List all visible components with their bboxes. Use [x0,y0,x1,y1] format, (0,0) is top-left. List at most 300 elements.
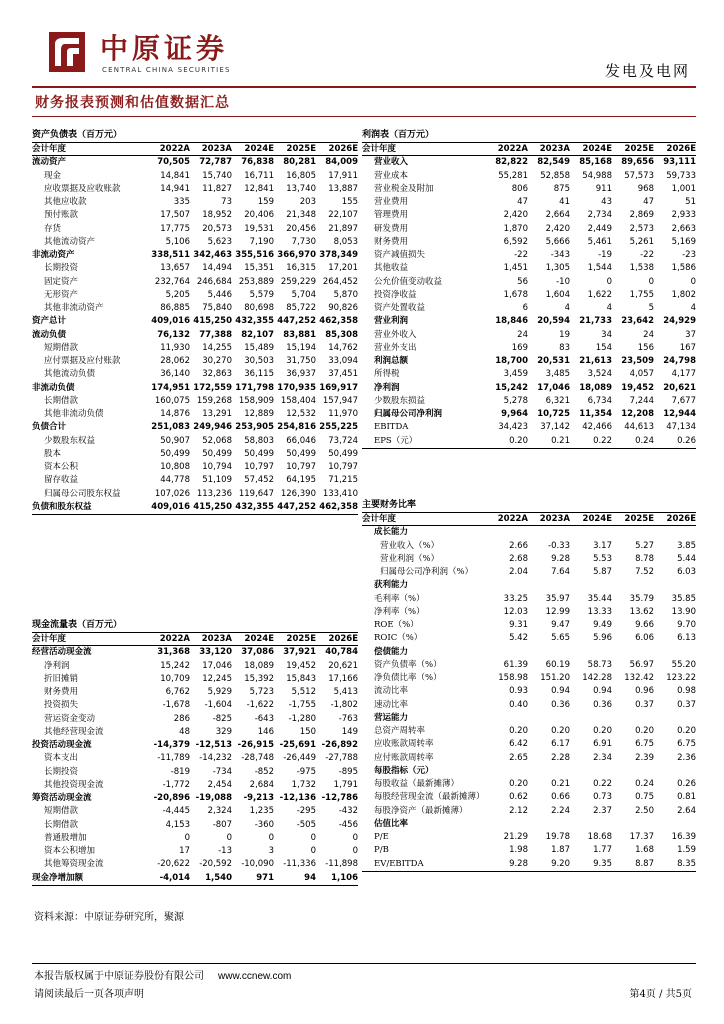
cell-value: 12,889 [244,409,274,419]
cell-value: -1,678 [162,700,190,711]
cell-value: 2,420 [545,223,570,234]
cell-value [654,579,696,592]
table-row [32,858,358,871]
cell-value: 1,235 [249,806,274,817]
cell-value: 2.34 [593,752,612,763]
cell-value: 56.97 [629,659,654,670]
cell-value: 35.79 [629,593,654,604]
cell-value: 264,452 [322,276,358,287]
cell-value: 15,351 [244,263,274,274]
table-row [362,196,696,209]
cell-value: 50,907 [160,435,190,446]
cell-value: 18,089 [244,660,274,671]
row-label: 资产总计 [32,316,67,327]
table-row [362,844,696,857]
cell-value: 14,255 [202,342,232,353]
table-row [362,540,696,553]
cell-value: -28,748 [241,753,274,764]
cell-value: 18,952 [202,210,232,221]
cell-value: 66,046 [286,435,316,446]
cell-value: 20,621 [663,382,696,393]
row-label: 固定资产 [44,276,79,287]
table-row [362,606,696,619]
cell-value: 47 [643,197,654,207]
cell-value: 1,540 [205,872,232,883]
cell-value: 113,236 [196,488,232,499]
table-row [362,329,696,342]
cell-value: 17.37 [629,832,654,842]
cell-value: 1,538 [629,263,654,274]
cell-value: 911 [595,183,612,194]
cell-value: -19 [598,250,612,260]
table-row [32,355,358,368]
row-label: 应收票据及应收账款 [44,183,121,194]
cell-value: 1.98 [509,845,528,856]
cell-value: 0.62 [509,792,528,803]
cell-value: 415,250 [193,316,232,327]
cell-value: 85,722 [286,303,316,313]
header-year: 2023A [201,634,232,645]
cell-value [528,765,570,778]
cell-value: 71,215 [328,475,358,486]
footer-url-link[interactable]: www.ccnew.com [218,971,292,982]
table-row [362,831,696,844]
cell-value: 5,413 [333,687,358,697]
cell-value: 0.40 [509,699,528,710]
cell-value: 37,921 [283,647,316,658]
cell-value: 5.96 [593,633,612,644]
cell-value: 37 [685,329,696,340]
cell-value: 126,390 [280,488,316,499]
table-row [362,382,696,395]
cell-value: 5,666 [545,236,570,247]
cell-value: 15,242 [495,382,528,393]
row-label: 获利能力 [374,580,409,591]
cell-value: 18.68 [587,832,612,842]
cell-value: 5,446 [207,289,232,300]
cell-value: 0.26 [677,435,696,446]
cell-value: 57,573 [624,170,654,181]
row-label: 总资产周转率 [374,726,426,736]
row-label: 少数股东权益 [44,435,96,446]
table-header-row [362,512,696,526]
company-logo-icon [49,32,85,72]
table-row [32,236,358,249]
cell-value: -19,088 [195,793,232,803]
cell-value: -763 [338,713,358,724]
cell-value [486,818,528,831]
cell-value: 20,531 [537,356,570,366]
cell-value: 159 [257,197,274,207]
table-row [362,526,696,539]
row-label: 净利润 [44,660,70,671]
cell-value: 4,177 [671,369,696,380]
cell-value: 5,512 [291,687,316,697]
cell-value: 58.73 [587,659,612,670]
cell-value: -807 [212,819,232,830]
cell-value: 0.20 [509,726,528,736]
cell-value: 21,733 [579,316,612,327]
cell-value: 6,592 [503,236,528,247]
cell-value: 119,647 [238,488,274,499]
cell-value: -25,691 [279,740,316,750]
table-row [32,382,358,395]
cell-value: -643 [254,713,274,724]
cell-value: 17 [179,846,190,856]
row-label: 现金净增加额 [32,872,84,883]
cell-value: -11,336 [283,859,316,870]
cell-value [528,818,570,831]
row-label: 归属母公司股东权益 [44,488,121,499]
header-year: 2024E [582,514,612,525]
row-label: 每股指标（元） [374,765,434,776]
cell-value [612,526,654,539]
cell-value: 149 [341,726,358,737]
cell-value [654,818,696,831]
row-label: ROIC（%） [374,633,423,644]
header-year: 2024E [582,144,612,155]
cell-value: 2,663 [671,223,696,234]
cell-value [570,646,612,659]
cell-value [528,526,570,539]
row-label: 毛利率（%） [374,593,425,604]
cell-value: -1,772 [162,779,190,790]
cell-value: 36,937 [286,369,316,380]
cell-value: 342,463 [193,250,232,260]
cell-value: 13,887 [328,183,358,194]
cell-value: 5.42 [509,633,528,644]
row-label: 营业收入（%） [380,540,440,551]
cell-value: 21,897 [328,223,358,234]
cell-value: 10,797 [286,462,316,472]
cell-value: 3.17 [593,540,612,551]
row-label: 资产负债率（%） [374,659,442,670]
cell-value: 22,107 [328,210,358,221]
cell-value: 44,778 [160,475,190,486]
table-row [362,765,696,778]
cell-value: -10 [556,276,570,287]
cell-value: 0.37 [635,699,654,710]
cell-value [528,646,570,659]
cell-value: 17,046 [202,660,232,671]
table-row [362,738,696,751]
table-row [362,646,696,659]
row-label: 其他流动负债 [44,369,96,380]
cell-value: 2.66 [509,540,528,551]
cell-value [570,818,612,831]
row-label: 资本支出 [44,753,79,764]
cell-value: 6,734 [587,395,612,406]
cell-value: 12,208 [621,409,654,419]
cell-value: 76,132 [157,329,190,340]
cell-value: 21,613 [579,356,612,366]
cell-value: 24 [517,329,528,340]
cell-value: 1,791 [333,779,358,790]
cell-value: 31,750 [286,356,316,366]
row-label: P/B [374,845,389,856]
cell-value: 2.50 [635,805,654,816]
cell-value: 73,724 [328,435,358,446]
row-label: 资本公积 [44,462,79,472]
cell-value: 0 [606,276,612,287]
cell-value: 0.66 [551,792,570,803]
row-label: 其他流动资产 [44,236,96,247]
table-row [32,792,358,805]
cell-value: 13,291 [202,409,232,419]
cell-value: 5,461 [587,236,612,247]
cell-value: 6 [522,303,528,313]
table-row [362,685,696,698]
cell-value: 2,684 [249,779,274,790]
table-row [362,368,696,381]
row-label: EPS（元） [374,435,418,446]
table-row [362,408,696,421]
cell-value [528,579,570,592]
cell-value: 0.20 [677,726,696,736]
row-label: 折旧摊销 [44,673,79,684]
cell-value: 76,838 [241,157,274,168]
cell-value: 8.78 [635,553,654,564]
cell-value [570,712,612,725]
cell-value: 6.13 [677,633,696,644]
cell-value: 7.64 [551,567,570,577]
cell-value: 1,106 [331,872,358,883]
cell-value: 85,308 [325,329,358,340]
cell-value: 0 [310,846,316,856]
balance-sheet-table [32,129,358,515]
cell-value: 0.20 [593,726,612,736]
cell-value: 255,225 [319,422,358,433]
row-label: 其他经营现金流 [44,726,104,737]
page-number: 第4页 / 共5页 [629,989,692,1000]
cell-value [654,765,696,778]
section-divider [32,116,696,117]
table-row [32,872,358,886]
row-label: 预付账款 [44,210,79,221]
cell-value: 15,242 [160,660,190,671]
cell-value: 9,964 [501,409,528,419]
cell-value: -23 [682,250,696,260]
row-label: 流动比率 [374,686,409,697]
table-row [32,408,358,421]
cell-value: 16,315 [286,263,316,274]
cell-value: 19.78 [545,832,570,842]
row-label: 利润总额 [374,356,409,366]
cell-value: 80,698 [244,303,274,313]
cell-value: 159,268 [196,395,232,406]
cell-value: 21.29 [503,832,528,842]
cell-value: 329 [215,726,232,737]
table-row [32,752,358,765]
cell-value: 0 [184,832,190,843]
row-label: 净利润 [374,382,400,393]
cell-value: 60.19 [545,659,570,670]
cell-value: -26,449 [283,753,316,764]
cell-value: 20,406 [244,210,274,221]
table-row [32,845,358,858]
cell-value [570,526,612,539]
cell-value: 23,642 [621,316,654,327]
cell-value: 232,764 [154,276,190,287]
cell-value: 19,452 [286,660,316,671]
cell-value: 15,392 [244,673,274,684]
cell-value: 366,970 [277,250,316,260]
table-row [32,726,358,739]
table-header-row [362,142,696,156]
cell-value: 2,869 [629,210,654,221]
table-row [362,672,696,685]
cell-value: 1.77 [593,845,612,856]
cell-value: 31,368 [157,647,190,658]
row-label: 净负债比率（%） [374,673,442,683]
cell-value: 37,142 [540,422,570,433]
table-row [32,819,358,832]
cell-value: 6,762 [165,687,190,697]
logo-chinese-name: 中原证券 [100,32,229,65]
cell-value: 36,140 [160,369,190,380]
table-row [32,329,358,342]
cell-value: 6.75 [677,739,696,750]
cell-value [486,526,528,539]
cell-value: 85,168 [579,157,612,168]
cell-value: -14,232 [199,753,232,764]
cell-value: 55,281 [498,170,528,181]
row-label: 非流动负债 [32,382,75,393]
row-label: 投资净收益 [374,289,417,300]
cell-value: 37,086 [241,647,274,658]
cell-value: 2,454 [207,779,232,790]
table-row [362,223,696,236]
cell-value: 169,917 [319,382,358,393]
row-label: 营业成本 [374,170,409,181]
cell-value: 2,664 [545,210,570,221]
table-row [362,435,696,449]
cell-value: 16,711 [244,170,274,181]
cell-value: 409,016 [151,316,190,327]
cell-value: 20,573 [202,223,232,234]
table-row [362,395,696,408]
row-label: 应付票据及应付账款 [44,356,121,366]
row-label: 营业税金及附加 [374,183,434,194]
cell-value: 64,195 [286,475,316,486]
cell-value: 0.73 [593,792,612,803]
cell-value: 0.26 [677,779,696,789]
cell-value: 51 [685,197,696,207]
row-label: 偿债能力 [374,646,409,657]
cell-value: -11,898 [325,859,358,870]
cell-value: 82,107 [241,329,274,340]
table-row [362,236,696,249]
footer-copyright-line [34,967,291,982]
cell-value: -10,090 [241,859,274,870]
header-year: 2023A [201,144,232,155]
cell-value: 14,876 [160,409,190,419]
cell-value: 80,281 [283,157,316,168]
row-label: 应收账款周转率 [374,739,434,750]
data-source-note: 资料来源：中原证券研究所，聚源 [34,912,184,923]
cell-value: 0.98 [677,686,696,697]
cell-value: 7,190 [249,236,274,247]
cell-value: 5,929 [207,687,232,697]
table-row [32,686,358,699]
cell-value: 157,947 [322,395,358,406]
cell-value: 0.20 [635,726,654,736]
cell-value: 169 [511,342,528,353]
cell-value: 9.66 [635,620,654,630]
header-year: 2026E [666,514,696,525]
cell-value: 1,586 [671,263,696,274]
row-label: 长期借款 [44,395,79,406]
cell-value: 154 [595,342,612,353]
cell-value: 5.87 [593,567,612,577]
cell-value: 8,053 [333,236,358,247]
cell-value: -20,622 [157,859,190,870]
cell-value: 971 [256,872,274,883]
header-label: 会计年度 [362,514,397,525]
cell-value: 158,404 [280,395,316,406]
table-row [32,368,358,381]
report-header [32,26,696,86]
row-label: 经营活动现金流 [32,647,92,658]
cell-value: 0.37 [677,699,696,710]
cell-value: 1,451 [503,263,528,274]
cell-value: 5,169 [671,236,696,247]
table-row [32,395,358,408]
cell-value: 17,507 [160,210,190,221]
cell-value: 34 [601,329,612,340]
cell-value [612,712,654,725]
cell-value: -20,896 [153,793,190,803]
cell-value: 24 [643,329,654,340]
cell-value: 2.28 [551,752,570,763]
header-year: 2026E [328,144,358,155]
cell-value: 0.36 [593,699,612,710]
cell-value: 14,494 [202,263,232,274]
row-label: 长期投资 [44,766,79,777]
cell-value [486,646,528,659]
cell-value: 12.03 [503,606,528,617]
cell-value: 6.75 [635,739,654,750]
row-label: 留存收益 [44,475,79,486]
cell-value: 54,988 [582,170,612,181]
cell-value: 2.36 [677,752,696,763]
row-label: 营业外支出 [374,342,417,353]
row-label: 其他投资现金流 [44,779,104,790]
row-label: EBITDA [374,422,409,433]
cell-value: 5,278 [503,395,528,406]
cell-value: 52,068 [202,435,232,446]
cell-value: -852 [254,766,274,777]
row-label: 财务费用 [44,687,79,697]
cell-value: 18,846 [495,316,528,327]
cell-value: 15,740 [202,170,232,181]
row-label: 速动比率 [374,699,409,710]
cell-value: 24,798 [663,356,696,366]
table-row [362,659,696,672]
cell-value: -12,786 [321,793,358,803]
cell-value: -456 [338,819,358,830]
row-label: 管理费用 [374,210,409,221]
cell-value: 172,559 [193,382,232,393]
table-row [362,289,696,302]
table-row [362,725,696,738]
row-label: 归属母公司净利润（%） [380,567,474,577]
cell-value: 18,700 [495,356,528,366]
cell-value: 9.28 [509,858,528,869]
row-label: 应付账款周转率 [374,752,434,763]
cell-value: 171,798 [235,382,274,393]
header-year: 2023A [539,514,570,525]
